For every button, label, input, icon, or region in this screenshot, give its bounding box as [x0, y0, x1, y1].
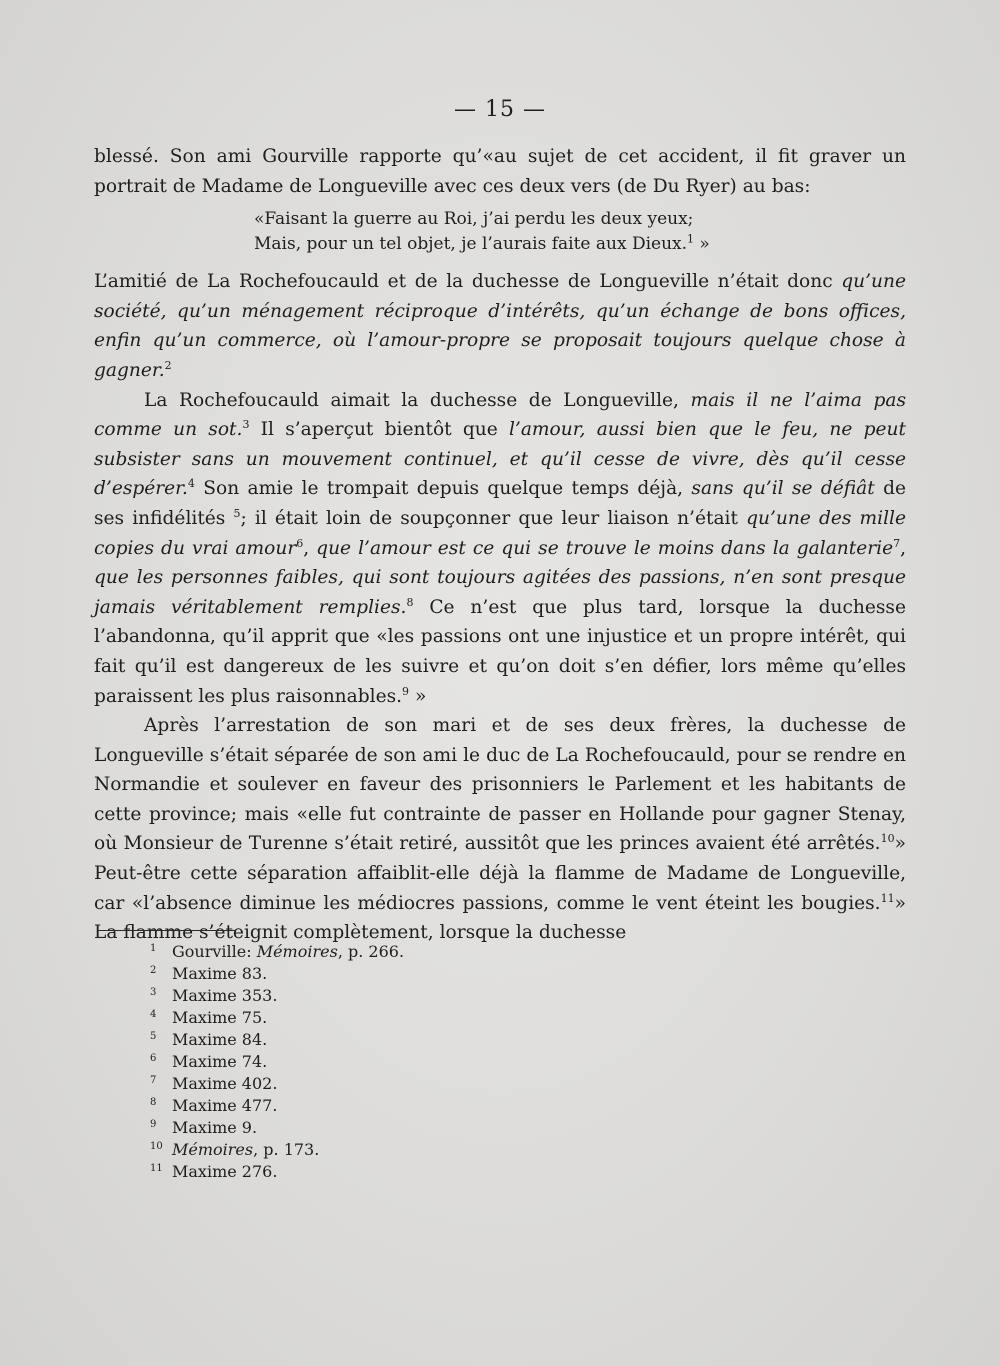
footnote-2: 2 Maxime 83. [150, 964, 268, 983]
footnote-4: 4 Maxime 75. [150, 1008, 268, 1027]
footnote-ref-1: 1 [687, 232, 695, 246]
p3-italic-b: mais il ne l’aima pas comme un sot. [94, 389, 907, 441]
p3-text-e: Son amie le trompait depuis quelque temps déjà, [194, 478, 692, 500]
footnote-ref-10: 10 [880, 832, 895, 846]
p3-text-h: ; il était loin de soupçonner que leur liaison n’était [240, 507, 747, 529]
p4-text-c: » La flamme s’éteignit complètement, lorsque la duchesse [94, 892, 906, 944]
footnote-7: 7 Maxime 402. [150, 1074, 278, 1093]
paragraph-2-text-a: L’amitié de La Rochefoucauld et de la duchesse de Longueville n’était donc [94, 271, 842, 293]
quote-close: » [694, 234, 710, 255]
footnote-11: 11 Maxime 276. [150, 1162, 278, 1181]
footnote-text: Maxime 84. [172, 1030, 268, 1049]
footnote-ref-9: 9 [402, 684, 410, 698]
p3-italic-m: que les personnes faibles, qui sont toujours agitées des passions, n’en sont presque jamais véritablement remplies. [94, 567, 906, 618]
p4-text-a: Après l’arrestation de son mari et de ses deux frères, la duchesse de Longueville s’était séparée de son ami le duc de La Rochefoucauld, pour se rendre en Normandie et soulever en faveur des prisonniers le Parlement et les habitants de cette province; mais «elle fut contrainte de passer en Hollande pour gagner Stenay, où Monsieur de Turenne s’était retiré, aussitôt que les princes avaient été arrêtés. [94, 715, 906, 855]
footnote-9: 9 Maxime 9. [150, 1118, 258, 1137]
p3-italic-f: sans qu’il se défiât [691, 478, 875, 500]
paragraph-3 [94, 386, 906, 712]
footnote-text-tail: , p. 266. [337, 942, 405, 961]
footnote-ref-11: 11 [880, 891, 895, 905]
footnote-text: Gourville: [172, 942, 257, 961]
footnote-6: 6 Maxime 74. [150, 1052, 268, 1071]
p3-italic-d: l’amour, aussi bien que le feu, ne peut subsister sans un mouvement continuel, et qu’il cesse de vivre, dès qu’il cesse d’espérer. [94, 419, 907, 500]
footnote-3: 3 Maxime 353. [150, 986, 278, 1005]
p3-text-n: Ce n’est que plus tard, lorsque la duchesse l’abandonna, qu’il apprit que «les passions ont une injustice et un propre intérêt, qui fait qu’il est dangereux de les suivre et qu’on doit s’en défier, lors même qu’elles paraissent les plus raisonnables. [94, 596, 906, 707]
verse-line-2 [254, 232, 906, 257]
paragraph-1 [94, 142, 906, 201]
footnote-text: Maxime 74. [172, 1052, 268, 1071]
footnote-ref-2: 2 [164, 358, 172, 372]
p3-text-a: La Rochefoucauld aimait la duchesse de Longueville, [144, 389, 691, 411]
paragraph-2 [94, 267, 906, 385]
footnote-italic: Mémoires [172, 1140, 254, 1159]
footnotes [150, 941, 650, 1183]
p3-text-g: de ses infidélités [94, 478, 906, 529]
paragraph-4 [94, 711, 906, 948]
footnote-text: Maxime 276. [172, 1162, 278, 1181]
footnote-ref-8: 8 [406, 595, 414, 609]
footnote-10: 10 Mémoires, p. 173. [150, 1140, 320, 1159]
verse-line-2-text: Mais, pour un tel objet, je l’aurais faite aux Dieux. [254, 234, 688, 255]
footnote-text-tail: , p. 173. [253, 1140, 320, 1159]
paragraph-2-italic: qu’une société, qu’un ménagement réciproque d’intérêts, qu’un échange de bons offices, enfin qu’un commerce, où l’amour-propre se proposait toujours quelque chose à gagner. [94, 271, 906, 381]
footnote-5: 5 Maxime 84. [150, 1030, 268, 1049]
footnote-ref-7: 7 [893, 536, 901, 550]
main-text [94, 142, 906, 948]
footnote-divider [98, 930, 236, 931]
paragraph-1-text: blessé. Son ami Gourville rapporte qu’«au sujet de cet accident, il fit graver un portrait de Madame de Longueville avec ces deux vers (de Du Ryer) au bas: [94, 146, 906, 197]
footnote-text: Maxime 402. [172, 1074, 278, 1093]
p3-italic-k: que l’amour est ce qui se trouve le moins dans la galanterie [316, 537, 894, 559]
footnote-ref-3: 3 [242, 417, 250, 431]
footnote-text: Maxime 477. [172, 1096, 278, 1115]
p3-text-l: , [900, 537, 906, 559]
footnote-ref-6: 6 [296, 536, 304, 550]
p3-text-c: Il s’aperçut bientôt que [249, 419, 509, 441]
page-number: — 15 — [454, 97, 546, 122]
footnote-text: Maxime 75. [172, 1008, 268, 1027]
footnote-ref-5: 5 [233, 506, 241, 520]
p3-text-o: » [409, 685, 427, 707]
p4-text-b: » Peut-être cette séparation affaiblit-elle déjà la flamme de Madame de Longueville, car «l’absence diminue les médiocres passions, comme le vent éteint les bougies. [94, 833, 906, 914]
footnote-text: Maxime 353. [172, 986, 278, 1005]
p3-text-j: , [303, 537, 317, 559]
footnote-italic: Mémoires [256, 942, 338, 961]
footnote-ref-4: 4 [187, 477, 195, 491]
verse-line-1: «Faisant la guerre au Roi, j’ai perdu les deux yeux; [254, 209, 694, 230]
p3-italic-i: qu’une des mille copies du vrai amour [94, 507, 906, 559]
footnote-text: Maxime 83. [172, 964, 268, 983]
footnote-1: 1 Gourville: Mémoires, p. 266. [150, 942, 405, 961]
footnote-text: Maxime 9. [172, 1118, 258, 1137]
footnote-8: 8 Maxime 477. [150, 1096, 278, 1115]
verse-quote [94, 207, 906, 257]
